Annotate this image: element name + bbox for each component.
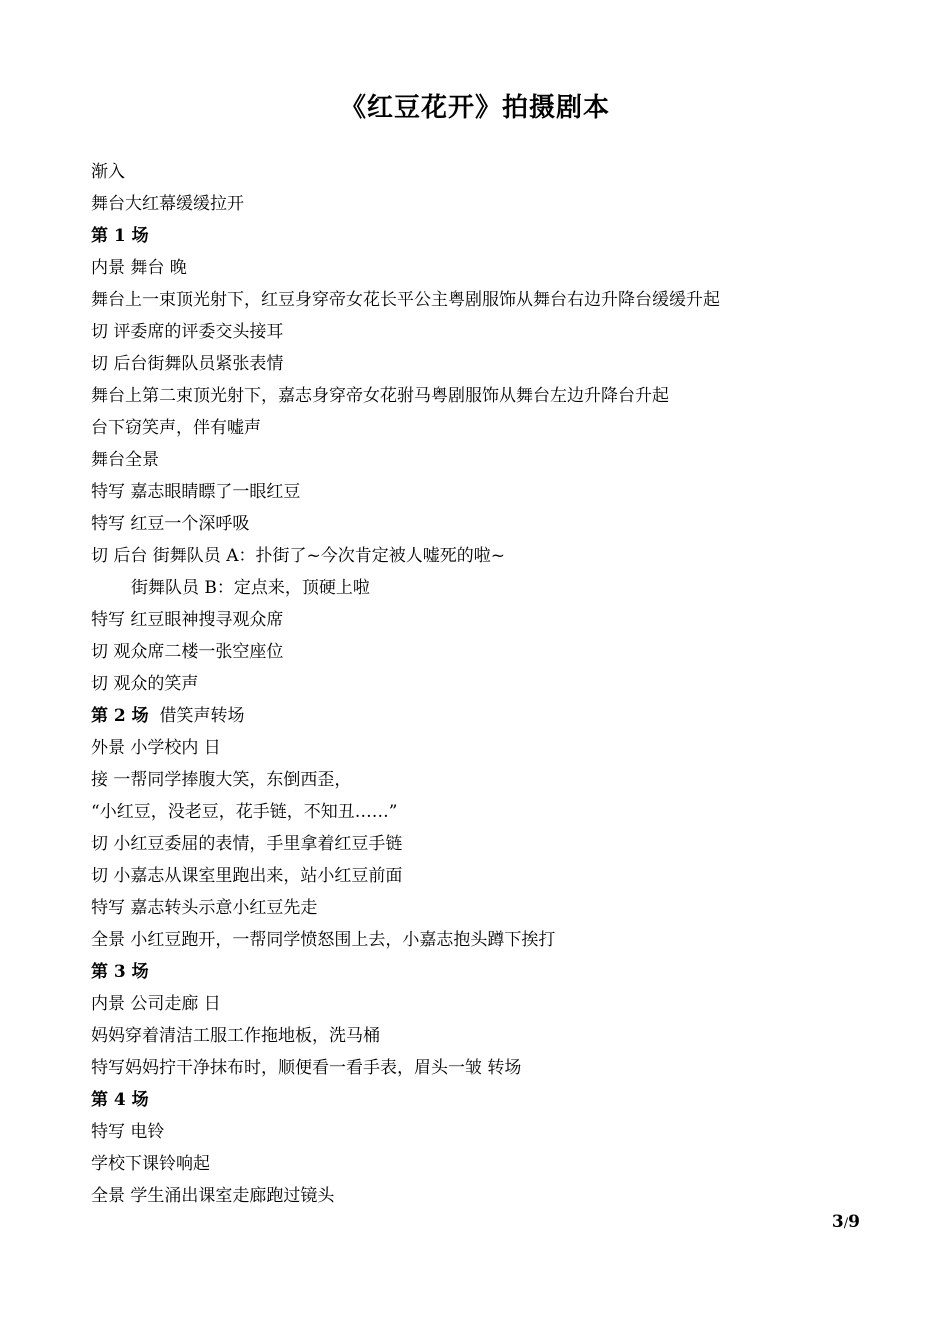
script-line: 切 后台 街舞队员 A：扑街了~今次肯定被人嘘死的啦~ [91, 546, 505, 566]
page-current: 3 [831, 1212, 844, 1232]
script-line: 内景 舞台 晚 [91, 258, 187, 278]
script-line: 舞台上一束顶光射下，红豆身穿帝女花长平公主粤剧服饰从舞台右边升降台缓缓升起 [91, 290, 720, 310]
script-line: 学校下课铃响起 [91, 1154, 210, 1174]
script-line: 外景 小学校内 日 [91, 738, 221, 758]
scene-2-line [91, 700, 871, 732]
script-line: 接 一帮同学捧腹大笑，东倒西歪， [91, 770, 352, 790]
page-separator: / [843, 1216, 849, 1231]
scene-heading: 第 1 场 [91, 226, 149, 246]
scene-heading: 第 4 场 [91, 1090, 149, 1110]
script-line: 舞台上第二束顶光射下，嘉志身穿帝女花驸马粤剧服饰从舞台左边升降台升起 [91, 386, 669, 406]
script-line: 切 小嘉志从课室里跑出来，站小红豆前面 [91, 866, 403, 886]
scene-heading: 第 2 场 [91, 706, 149, 726]
script-line: 特写 嘉志转头示意小红豆先走 [91, 898, 318, 918]
script-line: 特写 红豆一个深呼吸 [91, 514, 250, 534]
script-line: 台下窃笑声，伴有嘘声 [91, 418, 261, 438]
script-line: 特写妈妈拧干净抹布时，顺便看一看手表，眉头一皱 转场 [91, 1058, 522, 1078]
script-line: 妈妈穿着清洁工服工作拖地板，洗马桶 [91, 1026, 380, 1046]
script-line: 切 观众的笑声 [91, 674, 199, 694]
script-line: 切 后台街舞队员紧张表情 [91, 354, 284, 374]
script-line: 全景 小红豆跑开，一帮同学愤怒围上去，小嘉志抱头蹲下挨打 [91, 930, 556, 950]
script-line: 街舞队员 B：定点来，顶硬上啦 [131, 578, 370, 598]
script-line: 特写 红豆眼神搜寻观众席 [91, 610, 284, 630]
script-body [91, 156, 871, 1212]
page-total: 9 [848, 1212, 860, 1232]
script-line: 特写 电铃 [91, 1122, 165, 1142]
script-line: “小红豆，没老豆，花手链，不知丑……” [91, 802, 398, 822]
page-number [790, 1208, 860, 1238]
script-line: 特写 嘉志眼睛瞟了一眼红豆 [91, 482, 301, 502]
scene-heading: 第 3 场 [91, 962, 149, 982]
document-title: 《红豆花开》拍摄剧本 [339, 93, 610, 123]
script-line: 切 评委席的评委交头接耳 [91, 322, 284, 342]
script-line: 内景 公司走廊 日 [91, 994, 221, 1014]
scene-note: 借笑声转场 [159, 706, 245, 726]
script-line: 切 小红豆委屈的表情，手里拿着红豆手链 [91, 834, 403, 854]
script-line: 舞台大红幕缓缓拉开 [91, 194, 244, 214]
script-line: 切 观众席二楼一张空座位 [91, 642, 284, 662]
script-line: 渐入 [91, 162, 125, 182]
script-line: 全景 学生涌出课室走廊跑过镜头 [91, 1186, 335, 1206]
script-line: 舞台全景 [91, 450, 159, 470]
